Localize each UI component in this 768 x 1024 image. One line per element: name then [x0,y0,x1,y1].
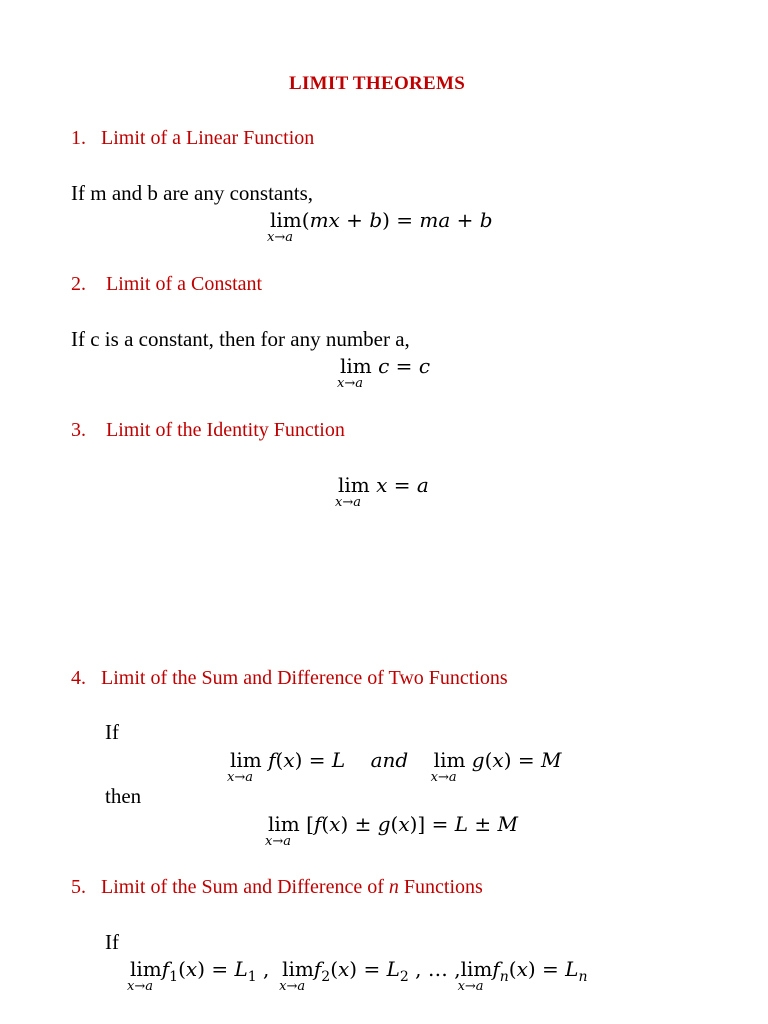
section-5-heading [71,876,483,899]
section-5-title-var: n [388,876,399,898]
section-1-heading [71,127,314,150]
formula-sum-conclusion: lim x→a [f(x) ± g(x)] = L ± M [265,812,518,849]
page-title: LIMIT THEOREMS [289,73,466,94]
section-3-number: 3. [71,419,86,441]
section-5-title-post: Functions [398,876,483,898]
section-2-title: Limit of a Constant [106,273,263,295]
formula-identity-limit: lim x→a x = a [335,473,429,510]
section-1-text: If m and b are any constants, [71,181,314,205]
section-2-heading [71,273,262,296]
section-1-title: Limit of a Linear Function [101,127,315,149]
section-3-title: Limit of the Identity Function [106,419,345,441]
formula-constant-limit: lim x→a c = c [337,354,431,391]
formula-n-functions: lim x→a $f_1(x) = L_1$ , lim x→a $f_2(x) = L_2$ , … ,lim x→a $f_n(x) = L_n$ [127,957,588,994]
section-4-if: If [105,720,119,744]
section-4-then: then [105,784,142,808]
section-3-heading [71,419,345,442]
section-2-number: 2. [71,273,86,295]
formula-sum-hypothesis: lim x→a f(x) = L and lim x→a g(x) = M [227,748,562,785]
section-2-text: If c is a constant, then for any number a, [71,327,410,351]
section-1-number: 1. [71,127,86,149]
formula-linear-limit: lim x→a (mx + b) = ma + b [267,208,493,245]
section-5-if: If [105,930,119,954]
and-word: and [370,748,409,772]
section-4-title: Limit of the Sum and Difference of Two Functions [101,667,508,689]
section-4-number: 4. [71,667,86,689]
section-5-title-pre: Limit of the Sum and Difference of [101,876,389,898]
section-5-number: 5. [71,876,86,898]
section-4-heading [71,667,508,690]
